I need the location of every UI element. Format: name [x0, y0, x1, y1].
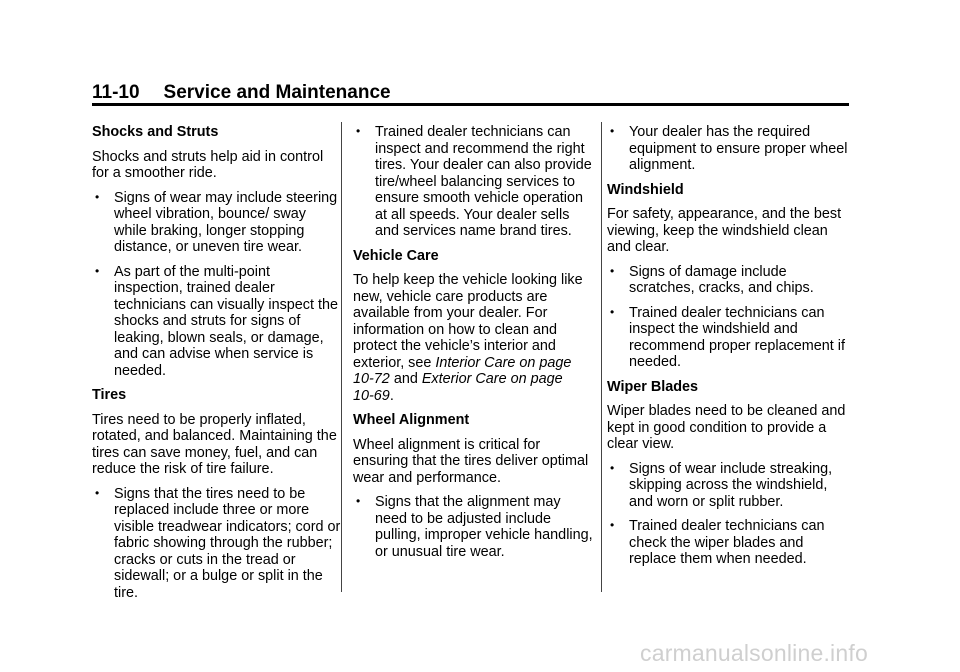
paragraph: Wiper blades need to be cleaned and kept in good condition to provide a clear view. — [607, 403, 846, 452]
paragraph-text: To help keep the vehicle looking like new, vehicle care products are available from your dealer. For information on how to clean and protect the vehicle’s interior and exterior, see — [353, 272, 583, 371]
list-item — [607, 124, 852, 174]
page-number: 11-10 — [92, 82, 140, 103]
bullet-list — [607, 461, 852, 568]
bullet-list — [607, 124, 852, 174]
heading-wheel-alignment: Wheel Alignment — [353, 412, 470, 428]
paragraph: For safety, appearance, and the best viewing, keep the windshield clean and clear. — [607, 206, 842, 255]
watermark: carmanualsonline.info — [640, 640, 868, 666]
paragraph: Shocks and struts help aid in control for a smoother ride. — [92, 148, 324, 181]
paragraph-text: and — [393, 371, 418, 387]
cross-reference-link[interactable]: Exterior Care on page 10‑69 — [353, 371, 563, 404]
list-item-text: Signs of wear include streaking, skipping across the windshield, and worn or split rubber. — [629, 460, 833, 510]
list-item — [607, 305, 852, 371]
list-item-text: Signs of wear may include steering wheel vibration, bounce/ sway while braking, longer stopping distance, or uneven tire wear. — [114, 189, 338, 255]
bullet-list — [353, 124, 595, 240]
bullet-icon: • — [95, 189, 100, 204]
bullet-list — [92, 486, 342, 602]
heading-vehicle-care: Vehicle Care — [353, 247, 439, 264]
list-item — [92, 264, 342, 380]
column-2 — [353, 124, 595, 568]
list-item — [607, 264, 852, 297]
list-item-text: Signs that the tires need to be replaced include three or more visible treadwear indicators; cord or fabric showing through the rubber; cracks or cuts in the tread or sidewall; or a bulge or split in the tire. — [114, 485, 341, 601]
list-item-text: Your dealer has the required equipment to ensure proper wheel alignment. — [629, 124, 848, 173]
paragraph: Tires need to be properly inflated, rotated, and balanced. Maintaining the tires can save money, fuel, and can reduce the risk of tire failure. — [92, 411, 337, 477]
bullet-icon: • — [610, 124, 615, 138]
bullet-icon: • — [356, 124, 361, 138]
bullet-icon: • — [610, 263, 615, 278]
bullet-icon: • — [356, 494, 361, 508]
bullet-icon: • — [610, 518, 615, 532]
list-item — [607, 461, 852, 511]
bullet-icon: • — [610, 460, 615, 475]
list-item — [92, 190, 342, 256]
bullet-icon: • — [95, 485, 100, 500]
heading-windshield: Windshield — [607, 181, 684, 198]
list-item-text: Trained dealer technicians can inspect the windshield and recommend proper replacement if needed. — [629, 304, 845, 370]
header-rule — [92, 103, 849, 106]
bullet-list — [353, 494, 595, 560]
paragraph-vehicle-care — [353, 272, 595, 404]
list-item-text: Signs of damage include scratches, cracks, and chips. — [629, 263, 814, 296]
heading-tires: Tires — [92, 387, 127, 403]
heading-shocks-and-struts: Shocks and Struts — [92, 124, 219, 140]
page-header — [92, 82, 391, 104]
column-1 — [92, 124, 342, 609]
bullet-list — [92, 190, 342, 380]
list-item-text: Trained dealer technicians can check the wiper blades and replace them when needed. — [629, 518, 825, 567]
cross-reference-link[interactable]: Interior Care on page 10‑72 — [353, 354, 572, 387]
list-item — [353, 494, 595, 560]
list-item — [353, 124, 595, 240]
bullet-icon: • — [610, 304, 615, 319]
section-title: Service and Maintenance — [163, 82, 391, 103]
list-item-text: As part of the multi-point inspection, trained dealer technicians can visually inspect the shocks and struts for signs of leaking, blown seals, or damage, and can advise when service is needed. — [114, 263, 338, 379]
list-item-text: Trained dealer technicians can inspect and recommend the right tires. Your dealer can also provide tire/wheel balancing services to ensure smooth vehicle operation at all speeds. Your dealer sells and services name brand tires. — [375, 124, 592, 239]
bullet-list — [607, 264, 852, 371]
bullet-icon: • — [95, 263, 100, 278]
column-3 — [607, 124, 852, 576]
list-item — [92, 486, 342, 602]
list-item-text: Signs that the alignment may need to be adjusted include pulling, improper vehicle handling, or unusual tire wear. — [375, 494, 593, 560]
paragraph-text: . — [389, 387, 394, 404]
paragraph: Wheel alignment is critical for ensuring that the tires deliver optimal wear and performance. — [353, 436, 589, 486]
heading-wiper-blades: Wiper Blades — [607, 378, 699, 395]
column-divider — [601, 122, 602, 592]
list-item — [607, 518, 852, 568]
